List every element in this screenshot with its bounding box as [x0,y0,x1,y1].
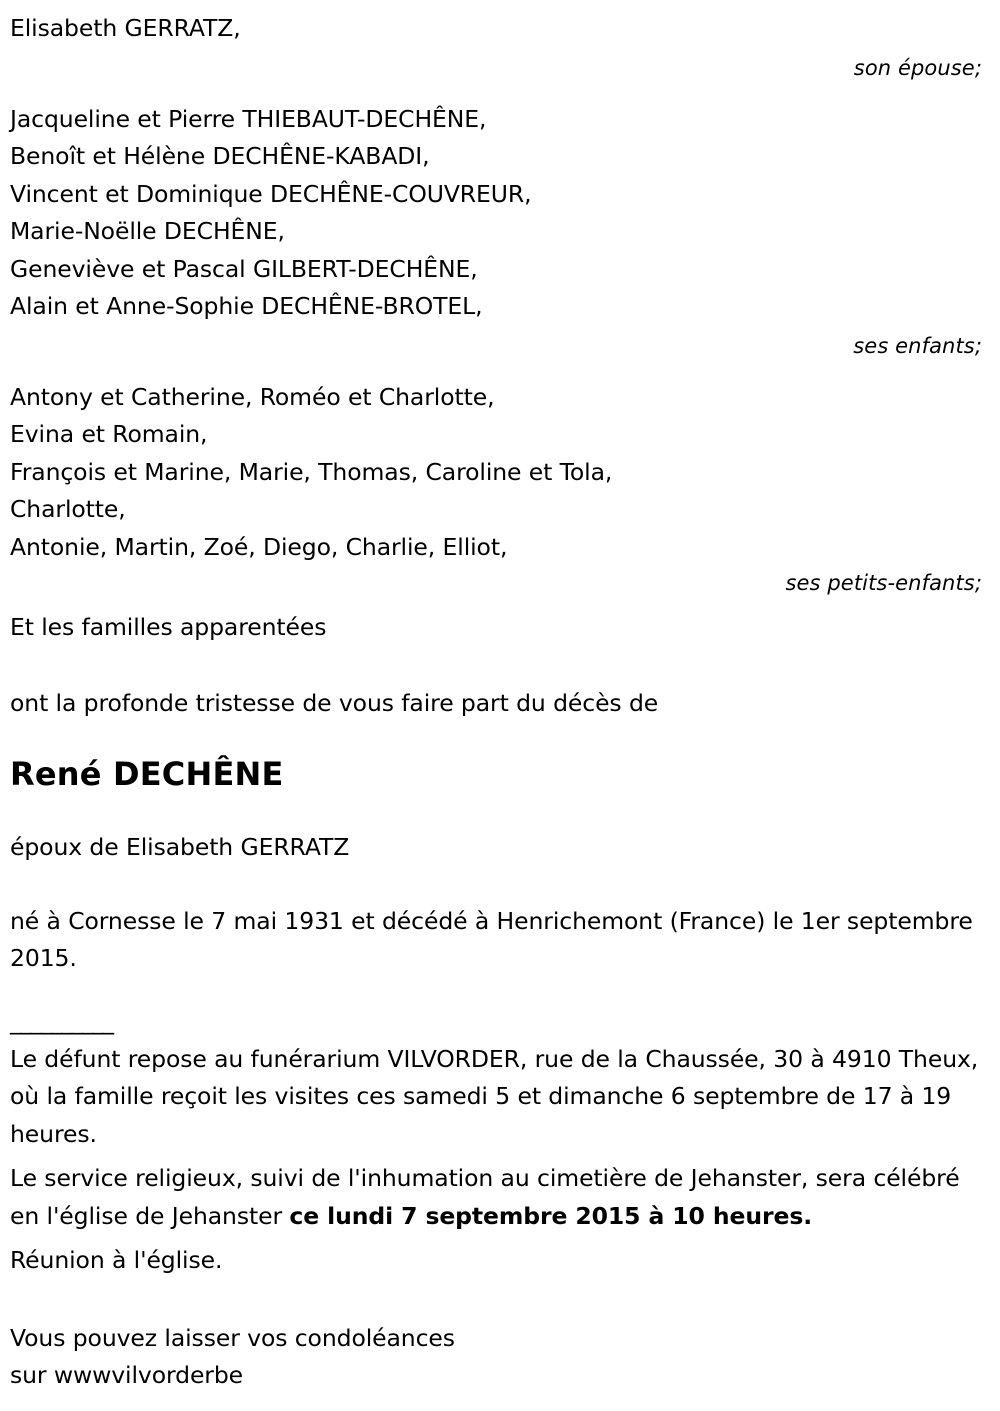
grandchild-name: Charlotte, [10,495,126,523]
spouse-group [10,10,990,83]
reunion-note: Réunion à l'église. [10,1246,223,1274]
grandchild-name: Evina et Romain, [10,420,208,448]
grandchild-name: Antonie, Martin, Zoé, Diego, Charlie, Elliot, [10,532,508,561]
deceased-spouse-of: époux de Elisabeth GERRATZ [10,833,350,861]
child-name: Jacqueline et Pierre THIEBAUT-DECHÊNE, [10,104,487,133]
section-divider: __________ [10,1006,113,1035]
child-name: Benoît et Hélène DECHÊNE-KABADI, [10,142,430,170]
extended-families-line: Et les familles apparentées [10,613,327,641]
birth-death-details: né à Cornesse le 7 mai 1931 et décédé à Henrichemont (France) le 1er septembre 2015. [10,906,973,972]
funeral-home-details: Le défunt repose au funérarium VILVORDER, rue de la Chaussée, 30 à 4910 Theux, où la famille reçoit les visites ces samedi 5 et dimanche 6 septembre de 17 à 19 heures. [10,1044,979,1148]
child-name: Geneviève et Pascal GILBERT-DECHÊNE, [10,254,478,283]
children-relation-label: ses enfants; [853,333,982,358]
spouse-relation-label: son épouse; [853,55,982,80]
child-name: Marie-Noëlle DECHÊNE, [10,217,285,245]
condolences-line-1: Vous pouvez laisser vos condoléances [10,1323,455,1352]
condolences-website-line: sur wwwvilvorderbe [10,1361,244,1389]
service-datetime-emphasis: ce lundi 7 septembre 2015 à 10 heures. [289,1201,813,1230]
grandchild-name: François et Marine, Marie, Thomas, Caroline et Tola, [10,457,613,486]
children-group [10,101,990,361]
condolences-group [10,1320,990,1395]
service-text-prefix: Le service religieux, suivi de l'inhumation au cimetière de Jehanster, sera célébré en l'église de Jehanster [10,1164,960,1230]
announcement-text: ont la profonde tristesse de vous faire part du décès de [10,688,659,717]
child-name: Vincent et Dominique DECHÊNE-COUVREUR, [10,179,532,208]
grandchildren-group [10,379,990,599]
child-name: Alain et Anne-Sophie DECHÊNE-BROTEL, [10,292,483,320]
spouse-name: Elisabeth GERRATZ, [10,14,241,42]
deceased-name-heading: René DECHÊNE [10,755,284,793]
grandchildren-relation-label: ses petits-enfants; [785,571,982,595]
religious-service-details [10,1160,990,1235]
grandchild-name: Antony et Catherine, Roméo et Charlotte, [10,382,495,411]
